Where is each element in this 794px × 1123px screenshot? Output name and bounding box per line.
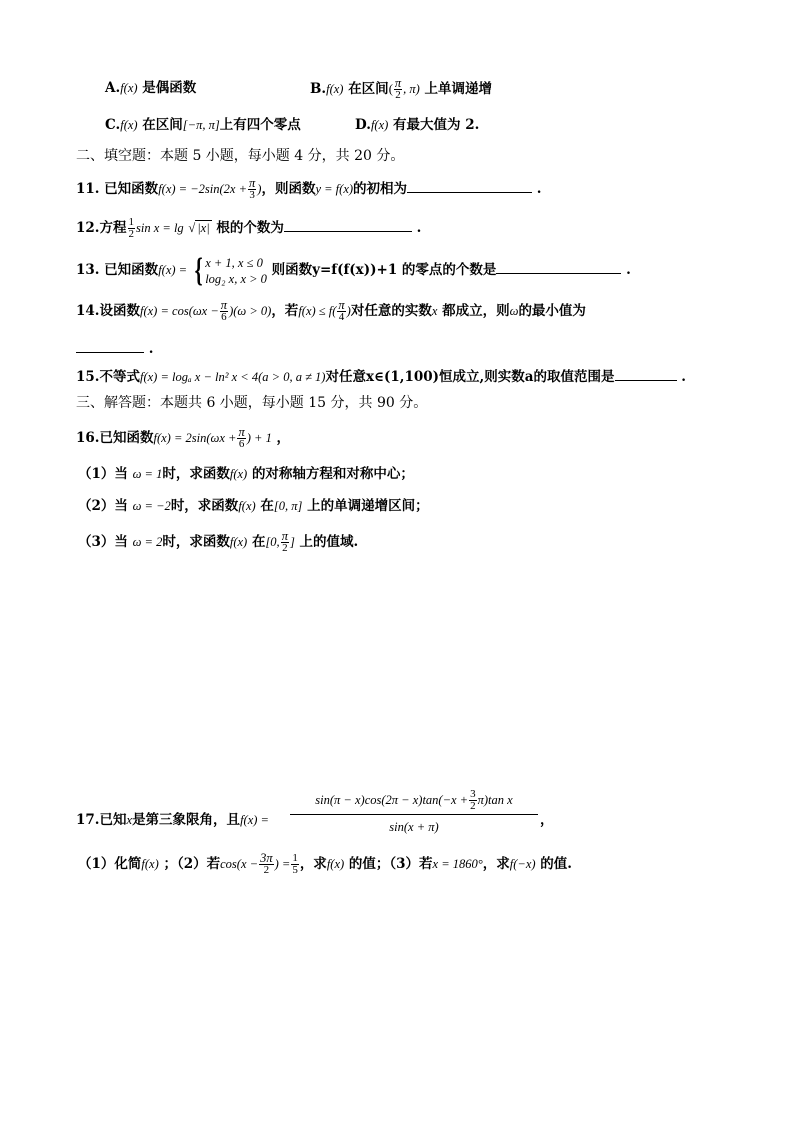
q15-end: . [681,369,686,385]
choice-b-text: 上单调递增 [424,81,493,97]
question-17 [76,810,269,830]
q11-expr2: y = f(x) [315,182,354,196]
math-fx: f(x) [326,82,344,96]
choice-b-mid: 在区间 [348,81,389,97]
choice-c-label: C. [105,117,121,133]
math-fx: f(x) [238,499,256,513]
q17-end: ， [540,812,554,828]
question-15 [76,366,686,387]
frac-den: 3 [249,189,255,201]
choice-b [310,78,492,101]
case-1: x + 1, x ≤ 0 [205,255,263,270]
math-paren: ) [346,304,351,318]
q13-pre: 13. 已知函数 [76,262,159,278]
fraction [281,531,289,554]
q17-mid: 是第三象限角，且 [132,812,241,828]
part-text: 在 [260,498,274,514]
part-text: 上的值域. [299,534,359,550]
section-3-title: 三、解答题：本题共 6 小题，每小题 15 分，共 90 分。 [76,395,428,411]
part-text: 的值； [348,856,390,872]
question-16-part-2 [78,496,429,516]
q14-expr2: f(x) ≤ f( [298,304,337,318]
part-text: ，求 [299,856,327,872]
frac-num: π [220,298,228,312]
choice-a-text: 是偶函数 [142,80,197,96]
math-expr: ) = [274,857,291,871]
q12-pre: 12.方程 [76,220,127,236]
q16-end: ， [276,430,291,446]
frac-den: 6 [221,311,227,323]
q13-post: 则函数y=f(f(x))+1 的零点的个数是 [271,262,497,278]
q11-end: . [536,181,542,197]
frac-den: 2 [395,89,401,101]
math-cond: ω = 2 [132,535,163,549]
q14-mid: ，若 [271,303,299,319]
math-fx: f(x) [326,857,345,871]
frac-num: π [281,529,288,543]
math-var: x [126,813,133,827]
part-label: （2）当 [78,498,128,514]
answer-blank[interactable] [407,178,532,193]
q14-pre: 14.设函数 [76,303,140,319]
math-fx: f(x) [229,467,248,481]
frac-num: 1 [292,852,298,864]
sqrt-icon: √ [188,221,196,235]
part-text: （1）化简 [78,856,142,872]
q13-end: . [626,262,631,278]
q15-post: 对任意x∈(1,100)恒成立,则实数a的取值范围是 [325,369,615,385]
q17-numerator [290,789,538,815]
frac-num: 1 [128,216,134,228]
q11-post: 的初相为 [353,181,408,197]
frac-den: 5 [292,864,298,876]
choice-d [355,115,479,135]
math-fx: f(−x) [509,857,536,871]
fraction [237,427,245,450]
q14-post: 对任意的实数 [350,303,432,319]
math-cond: ω = −2 [132,499,171,513]
question-11 [76,178,541,201]
choice-b-label: B. [310,81,327,97]
q16-pre: 16.已知函数 [76,430,154,446]
q17-expr: f(x) = [240,813,269,827]
choice-c-mid: 在区间 [142,117,183,133]
part-text: ； [163,856,177,872]
choice-d-text: 有最大值为 2. [393,117,480,133]
math-paren: ( [388,82,393,96]
part-text: 的对称轴方程和对称中心； [251,466,414,482]
math-interval: , π) [403,82,420,96]
answer-blank[interactable] [76,338,144,353]
question-13 [76,253,631,288]
fraction [337,300,345,323]
q17-denominator [290,815,538,835]
frac-den: 2 [470,800,476,812]
math-cond: ω = 1 [132,467,163,481]
frac-den: 2 [263,864,270,876]
answer-blank[interactable] [496,259,621,274]
choice-a [105,78,196,98]
math-interval: [0, π] [273,499,303,513]
fraction [291,853,299,876]
math-fx: f(x) [120,118,138,132]
fraction [220,300,228,323]
q14-post2: 都成立，则 [442,303,510,319]
fraction [469,789,477,812]
frac-num: π [338,298,345,312]
frac-num: 3 [470,788,476,800]
choice-c-text: 上有四个零点 [219,117,301,133]
math-fx: f(x) [141,857,159,871]
q12-expr: sin x = lg [136,221,184,235]
case-2: log₂ x, x > 0 [205,271,267,286]
q16-expr: f(x) = 2sin(ωx + [153,431,237,445]
q15-expr: f(x) = logₐ x − ln² x < 4(a > 0, a ≠ 1) [140,370,326,384]
part-text: 时，求函数 [162,534,230,550]
question-14 [76,300,586,323]
frac-den: 2 [282,542,288,554]
fraction [128,217,136,240]
fraction [394,78,402,101]
question-16-part-3 [78,531,358,554]
math-interval: [0, [265,535,280,549]
fraction [248,178,256,201]
part-text: 在 [251,534,266,550]
question-16 [76,427,290,450]
q11-pre: 11. 已知函数 [76,181,159,197]
answer-blank[interactable] [615,366,677,381]
question-17-parts [78,853,572,876]
numerator-part: π)tan x [477,793,513,807]
part-text: 时，求函数 [162,466,230,482]
choice-d-label: D. [355,117,371,133]
math-interval: ] [289,535,295,549]
section-2-title: 二、填空题：本题 5 小题，每小题 4 分，共 20 分。 [76,148,405,164]
frac-den: 6 [238,438,245,450]
math-var: x [431,304,438,318]
q17-fraction [290,789,538,835]
part-text: （3）若 [389,856,433,872]
math-var: ω [509,304,519,318]
sqrt-arg: |x| [197,221,210,235]
denominator: sin(x + π) [389,820,439,834]
q11-expr: f(x) = −2sin(2x + [158,182,248,196]
math-fx: f(x) [229,535,248,549]
frac-num: π [249,176,256,190]
q14-post3: 的最小值为 [518,303,586,319]
math-expr: cos(x − [220,857,259,871]
piecewise-cases [205,255,267,287]
choice-c [105,115,301,135]
q14-end: . [148,341,154,357]
part-text: 时，求函数 [170,498,239,514]
q17-pre: 17.已知 [76,812,127,828]
math-expr: x = 1860° [432,857,483,871]
math-fx: f(x) [370,118,389,132]
part-label: （1）当 [78,466,128,482]
frac-num: π [238,425,245,439]
left-brace-icon: { [194,251,203,289]
part-text: 上的单调递增区间； [307,498,429,514]
part-text: （2）若 [176,856,221,872]
numerator-part: sin(π − x)cos(2π − x)tan(−x + [315,793,469,807]
q15-pre: 15.不等式 [76,369,140,385]
q14-expr: f(x) = cos(ωx − [140,304,219,318]
q14-close: )(ω > 0) [229,304,272,318]
frac-den: 2 [128,228,134,240]
q16-close: ) + 1 [246,431,272,445]
choice-a-label: A. [105,80,121,96]
q12-post: 根的个数为 [216,220,284,236]
frac-den: 4 [338,311,345,323]
question-14-answer-line [76,338,153,359]
q12-end: . [416,220,422,236]
frac-num: 3π [260,851,273,865]
q13-expr: f(x) = [158,263,188,277]
math-paren: ) [257,182,262,196]
math-interval: [−π, π] [182,118,220,132]
math-fx: f(x) [120,81,138,95]
frac-num: π [394,76,402,90]
q11-mid: ，则函数 [261,181,316,197]
part-label: （3）当 [78,534,128,550]
fraction [259,853,274,876]
part-text: ，求 [482,856,510,872]
answer-blank[interactable] [284,217,412,232]
part-text: 的值. [540,856,572,872]
question-12 [76,217,421,240]
question-16-part-1 [78,464,414,484]
